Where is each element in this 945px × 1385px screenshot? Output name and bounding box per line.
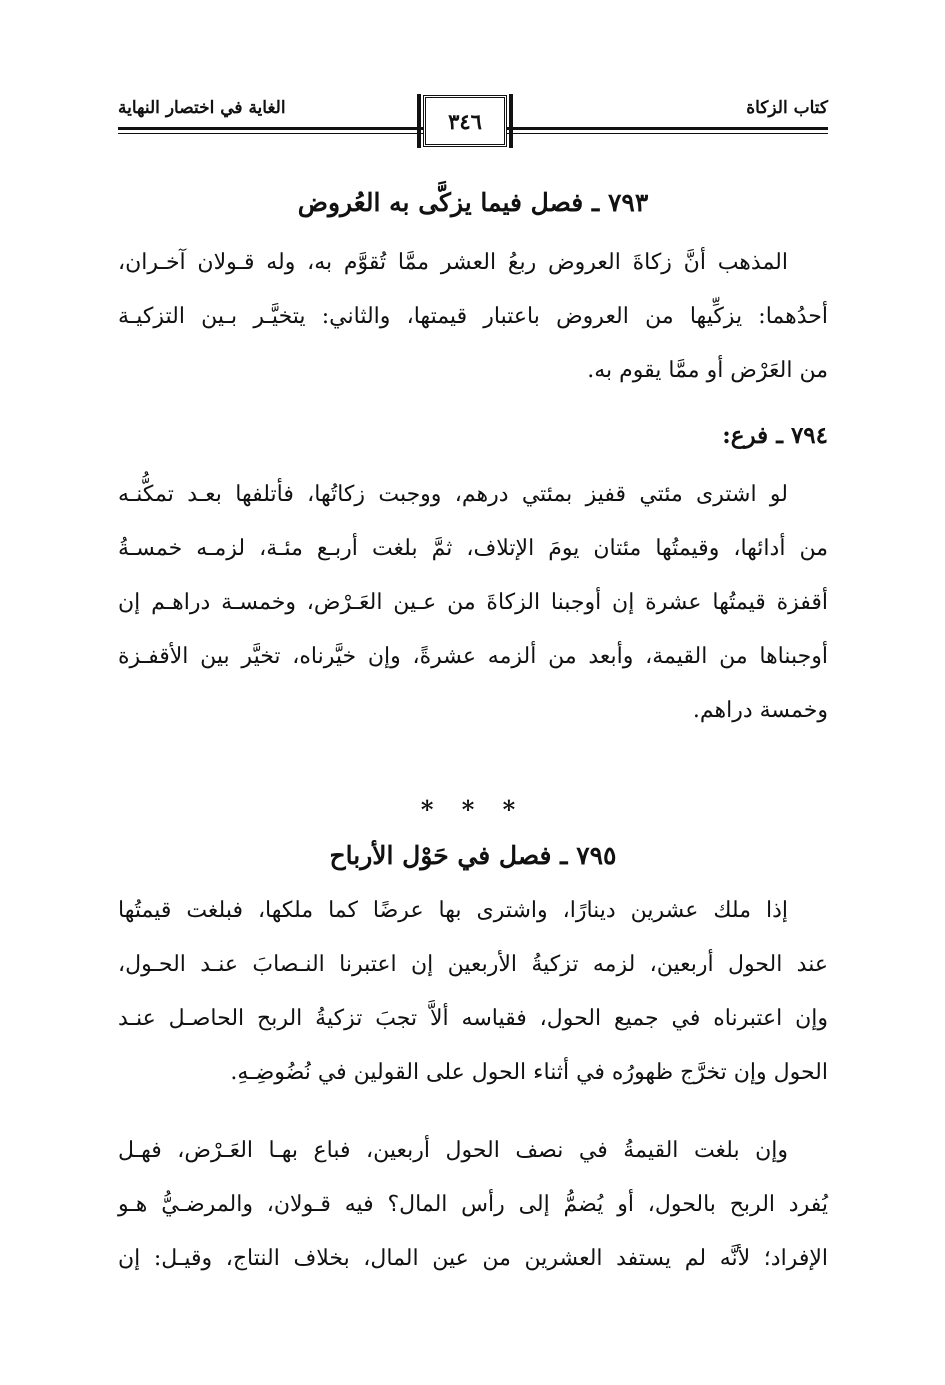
text-line: إذا ملك عشرين دينارًا، واشترى بها عرضًا كما ملكها، فبلغت قيمتُها [118, 898, 788, 923]
paragraph [118, 468, 828, 738]
running-header [118, 95, 828, 151]
text-line: أقفزة قيمتُها عشرة إن أوجبنا الزكاةَ من عـين العَـرْض، وخمسـة دراهـم إن [118, 590, 828, 615]
paragraph [118, 1124, 828, 1286]
text-line: المذهب أنَّ زكاةَ العروض ربعُ العشر ممَّا تُقوَّم به، وله قـولان آخـران، [118, 250, 788, 275]
book-title: الغاية في اختصار النهاية [118, 98, 286, 118]
text-line: لو اشترى مئتي قفيز بمئتي درهم، ووجبت زكاتُها، فأتلفها بعـد تمكُّنـه [118, 482, 788, 507]
paragraph [118, 884, 828, 1100]
text-line: عند الحول أربعين، لزمه تزكيةُ الأربعين إن اعتبرنا النـصابَ عنـد الحـول، [118, 952, 828, 977]
paragraph [118, 236, 828, 398]
text-line: الإفراد؛ لأنَّه لم يستفد العشرين من عين المال، بخلاف النتاج، وقيـل: إن [118, 1246, 828, 1271]
text-line: من أدائها، وقيمتُها مئتان يومَ الإتلاف، ثمَّ بلغت أربـع مئـة، لزمـه خمسـةُ [118, 536, 828, 561]
text-line: الحول وإن تخرَّج ظهورُه في أثناء الحول على القولين في نُضُوضِـهِ. [230, 1060, 828, 1085]
section-title: ٧٩٣ ـ فصل فيما يزكَّى به العُروض [297, 188, 649, 217]
chapter-title: كتاب الزكاة [746, 98, 828, 118]
text-line: وخمسة دراهم. [692, 698, 828, 723]
section-separator: * * * [420, 795, 526, 824]
text-line: وإن اعتبرناه في جميع الحول، فقياسه ألاَّ تجبَ تزكيةُ الربح الحاصـل عنـد [118, 1006, 828, 1031]
page-number: ٣٤٦ [448, 108, 482, 134]
text-line: يُفرد الربح بالحول، أو يُضمُّ إلى رأس المال؟ فيه قـولان، والمرضـيُّ هـو [118, 1192, 828, 1217]
branch-heading: ٧٩٤ ـ فرع: [722, 422, 828, 449]
text-line: أوجبناها من القيمة، وأبعد من ألزمه عشرةً، وإن خيَّرناه، تخيَّر بين الأقفـزة [118, 644, 828, 669]
section-title: ٧٩٥ ـ فصل في حَوْل الأرباح [329, 841, 617, 870]
text-line: وإن بلغت القيمةُ في نصف الحول أربعين، فباع بهـا العَـرْض، فهـل [118, 1138, 788, 1163]
page-number-frame [423, 95, 507, 147]
text-line: من العَرْض أو ممَّا يقوم به. [587, 358, 828, 383]
text-line: أحدُهما: يزكِّيها من العروض باعتبار قيمتها، والثاني: يتخيَّـر بـين التزكيـة [118, 304, 828, 329]
